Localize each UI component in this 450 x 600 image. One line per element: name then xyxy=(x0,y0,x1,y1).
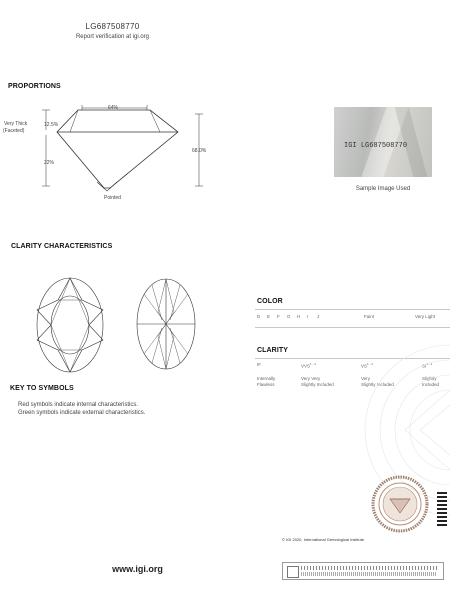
report-number: LG687508770 xyxy=(85,22,140,31)
color-grade-faint: Faint xyxy=(364,314,375,319)
clarity-grade-vs: VS$^{1 - 2}$ xyxy=(361,362,374,369)
color-scale-divider xyxy=(255,309,450,310)
color-scale-grades xyxy=(257,314,450,322)
qr-code-fragment xyxy=(437,490,447,526)
barcode-icon xyxy=(287,566,299,578)
clarity-desc-si-2: Included xyxy=(422,382,440,387)
clarity-grade-if: IF xyxy=(257,362,261,367)
clarity-grade-vvs: VVS$^{1 - 2}$ xyxy=(301,362,317,369)
clarity-desc-vs-1: Very xyxy=(361,376,371,381)
sample-image-caption: Sample Image Used xyxy=(355,186,411,192)
plot-pavilion-view xyxy=(134,272,198,376)
girdle-thickness-label: Very Thick xyxy=(4,121,28,127)
clarity-desc-si-1: Slightly xyxy=(422,376,437,381)
clarity-desc-if-1: Internally xyxy=(257,376,276,381)
clarity-desc-if-2: Flawless xyxy=(257,382,275,387)
diamond-profile-outline xyxy=(57,110,178,188)
key-to-symbols-title: KEY TO SYMBOLS xyxy=(10,385,74,392)
color-grade: E xyxy=(267,314,271,319)
color-grade: F xyxy=(277,314,280,319)
igi-seal xyxy=(368,475,432,533)
security-print-strip xyxy=(282,562,444,580)
plot-crown-view xyxy=(30,270,110,380)
report-verification-note: Report verification at igi.org xyxy=(75,34,150,40)
color-grade: D xyxy=(257,314,261,319)
copyright-notice: © IGI 2020, International Gemological Institute xyxy=(282,537,365,542)
crown-percentage: 12.5% xyxy=(44,122,59,128)
clarity-desc-vs-2: Slightly Included xyxy=(361,382,394,387)
clarity-desc-vvs-1: Very Very xyxy=(301,376,321,381)
proportions-title: PROPORTIONS xyxy=(8,83,61,90)
color-grade: I xyxy=(307,314,309,319)
color-grade-very-light: Very Light xyxy=(415,314,436,319)
proportions-diagram xyxy=(0,100,230,210)
clarity-grade-si: SI$^{1 - 2}$ xyxy=(422,362,433,369)
culet-label: Pointed xyxy=(104,195,121,201)
laser-inscription: IGI LG687508770 xyxy=(344,142,408,150)
clarity-characteristics-title: CLARITY CHARACTERISTICS xyxy=(11,243,113,250)
key-green-symbols: Green symbols indicate external characteristics. xyxy=(18,410,146,416)
key-red-symbols: Red symbols indicate internal characteristics. xyxy=(18,402,139,408)
color-grade: J xyxy=(317,314,320,319)
sample-inscription-image xyxy=(334,107,432,177)
pavilion-percentage: 22% xyxy=(44,160,55,166)
table-percentage: 64% xyxy=(108,105,119,111)
color-scale-title: COLOR xyxy=(257,298,283,305)
website-url[interactable]: www.igi.org xyxy=(112,564,163,574)
color-grade: G xyxy=(287,314,291,319)
girdle-faceted-label: (Faceted) xyxy=(3,128,25,134)
depth-percentage: 68.0% xyxy=(192,148,207,154)
clarity-desc-vvs-2: Slightly Included xyxy=(301,382,334,387)
clarity-scale-title: CLARITY xyxy=(257,347,289,354)
color-grade: H xyxy=(297,314,301,319)
